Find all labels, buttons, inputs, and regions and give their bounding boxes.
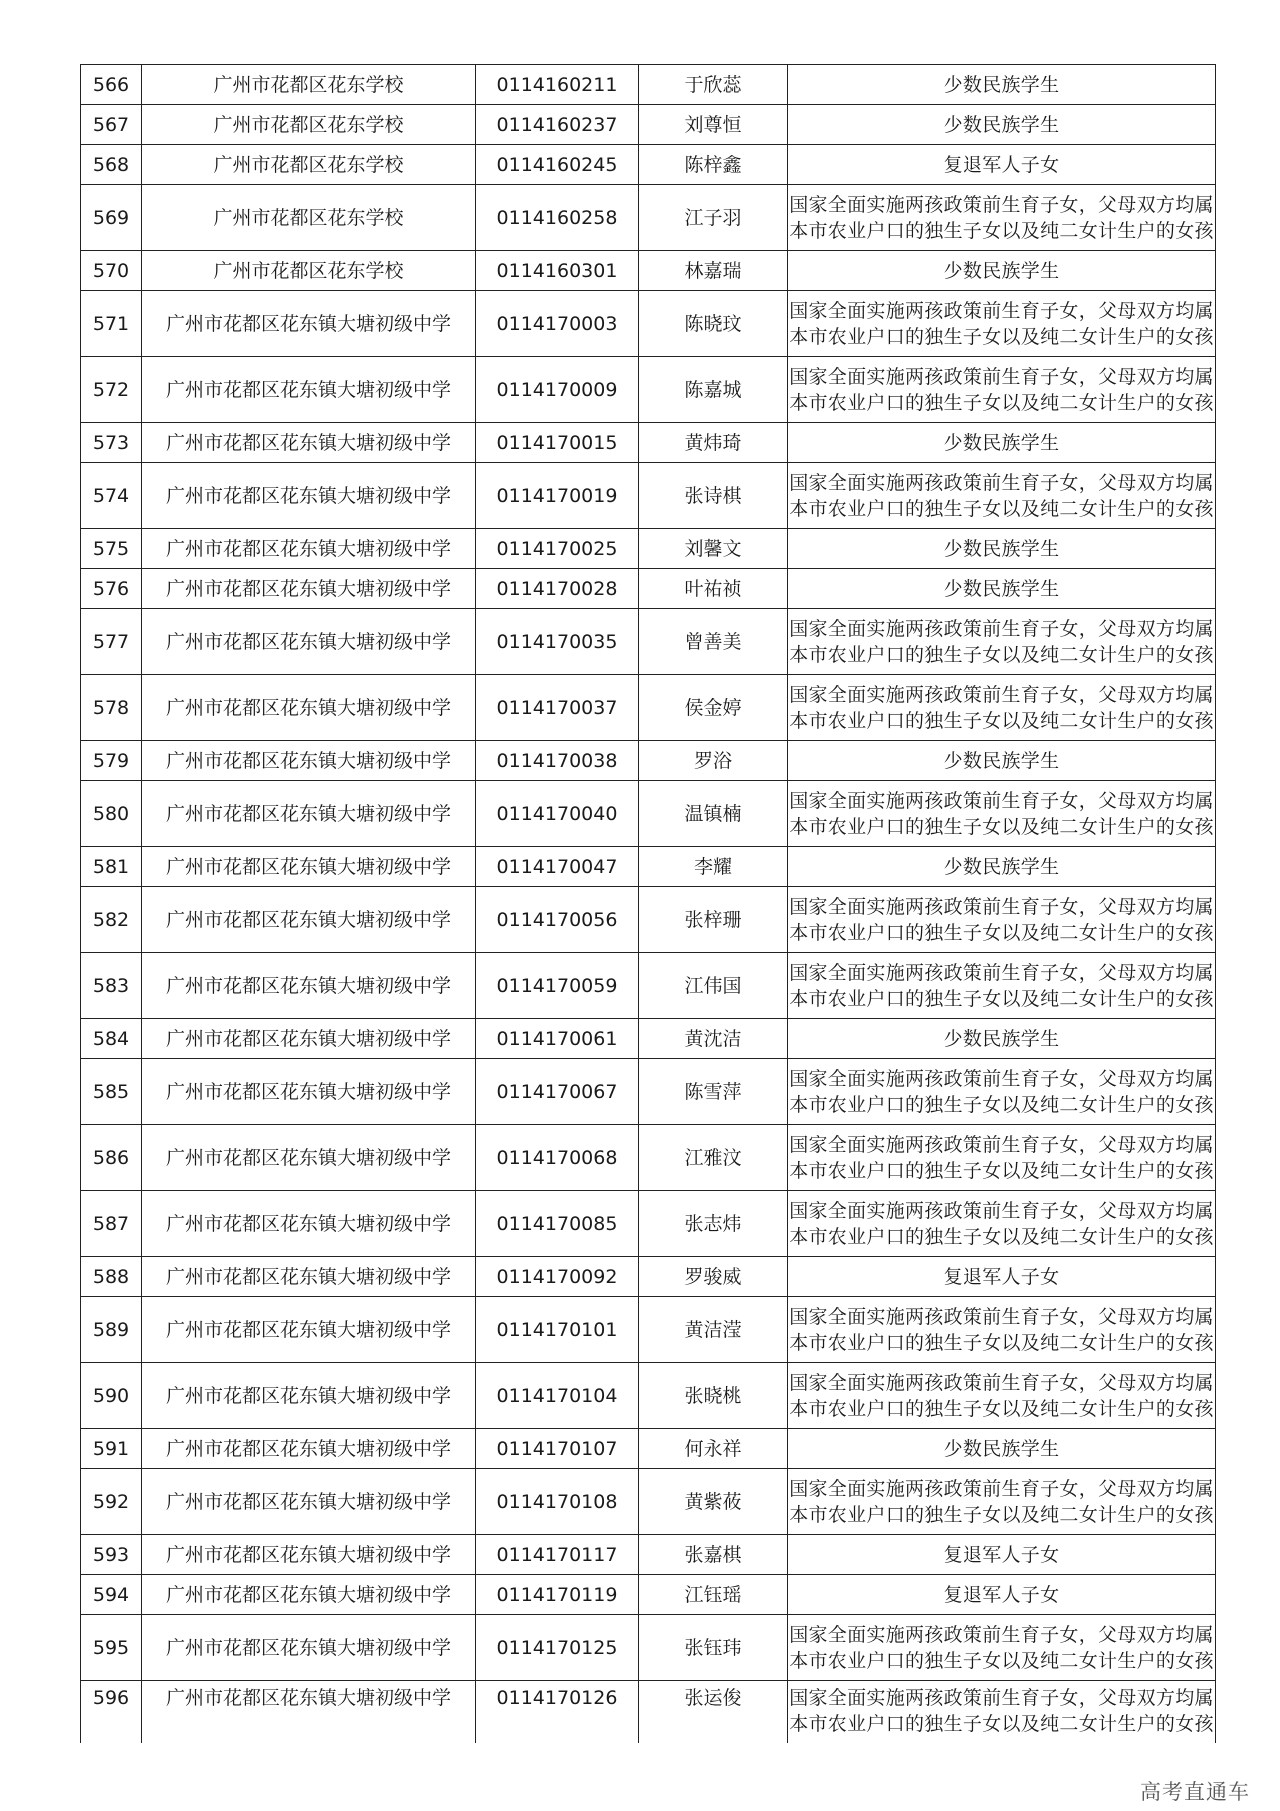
student-name: 张梓珊 (639, 887, 788, 953)
table-row (81, 1615, 1216, 1681)
category-cell (788, 1297, 1216, 1363)
row-number: 581 (81, 847, 142, 887)
row-number: 589 (81, 1297, 142, 1363)
category-cell (788, 65, 1216, 105)
student-id: 0114170067 (476, 1059, 639, 1125)
row-number: 578 (81, 675, 142, 741)
school-name: 广州市花都区花东学校 (142, 251, 476, 291)
category-text: 本市农业户口的独生子女以及纯二女计生户的女孩 (789, 325, 1214, 348)
category-text: 本市农业户口的独生子女以及纯二女计生户的女孩 (789, 1093, 1214, 1116)
student-name: 黄洁滢 (639, 1297, 788, 1363)
student-name: 李耀 (639, 847, 788, 887)
table-row (81, 1575, 1216, 1615)
category-cell (788, 1363, 1216, 1429)
school-name: 广州市花都区花东镇大塘初级中学 (142, 1429, 476, 1469)
student-id: 0114170101 (476, 1297, 639, 1363)
student-name: 黄紫莜 (639, 1469, 788, 1535)
student-name: 陈嘉城 (639, 357, 788, 423)
student-name: 张运俊 (639, 1681, 788, 1743)
student-id: 0114170047 (476, 847, 639, 887)
table-row (81, 1363, 1216, 1429)
school-name: 广州市花都区花东镇大塘初级中学 (142, 529, 476, 569)
category-text: 复退军人子女 (943, 1583, 1060, 1606)
school-name: 广州市花都区花东镇大塘初级中学 (142, 1535, 476, 1575)
row-number: 577 (81, 609, 142, 675)
school-name: 广州市花都区花东镇大塘初级中学 (142, 357, 476, 423)
student-id: 0114170068 (476, 1125, 639, 1191)
category-text: 本市农业户口的独生子女以及纯二女计生户的女孩 (789, 921, 1214, 944)
row-number: 595 (81, 1615, 142, 1681)
category-text: 国家全面实施两孩政策前生育子女，父母双方均属 (789, 1133, 1214, 1156)
student-name: 温镇楠 (639, 781, 788, 847)
category-cell (788, 357, 1216, 423)
category-text: 本市农业户口的独生子女以及纯二女计生户的女孩 (789, 391, 1214, 414)
table-row (81, 953, 1216, 1019)
table-row (81, 145, 1216, 185)
student-id: 0114170056 (476, 887, 639, 953)
category-text: 国家全面实施两孩政策前生育子女，父母双方均属 (789, 1305, 1214, 1328)
table-body (81, 65, 1216, 1743)
category-text: 本市农业户口的独生子女以及纯二女计生户的女孩 (789, 1397, 1214, 1420)
row-number: 580 (81, 781, 142, 847)
student-name: 陈雪萍 (639, 1059, 788, 1125)
student-id: 0114170092 (476, 1257, 639, 1297)
school-name: 广州市花都区花东镇大塘初级中学 (142, 1257, 476, 1297)
student-id: 0114170117 (476, 1535, 639, 1575)
student-name: 何永祥 (639, 1429, 788, 1469)
row-number: 570 (81, 251, 142, 291)
student-id: 0114170025 (476, 529, 639, 569)
category-cell (788, 1257, 1216, 1297)
category-text: 国家全面实施两孩政策前生育子女，父母双方均属 (789, 617, 1214, 640)
category-text: 少数民族学生 (943, 749, 1060, 772)
table-row (81, 1429, 1216, 1469)
student-id: 0114160211 (476, 65, 639, 105)
category-text: 本市农业户口的独生子女以及纯二女计生户的女孩 (789, 1713, 1214, 1735)
category-cell (788, 741, 1216, 781)
category-cell (788, 1615, 1216, 1681)
category-text: 少数民族学生 (943, 577, 1060, 600)
row-number: 596 (81, 1681, 142, 1743)
school-name: 广州市花都区花东学校 (142, 105, 476, 145)
row-number: 566 (81, 65, 142, 105)
category-text: 少数民族学生 (943, 855, 1060, 878)
category-text: 国家全面实施两孩政策前生育子女，父母双方均属 (789, 299, 1214, 322)
category-cell (788, 781, 1216, 847)
row-number: 573 (81, 423, 142, 463)
category-text: 复退军人子女 (943, 1543, 1060, 1566)
category-cell (788, 953, 1216, 1019)
student-name: 黄炜琦 (639, 423, 788, 463)
category-text: 少数民族学生 (943, 73, 1060, 96)
school-name: 广州市花都区花东镇大塘初级中学 (142, 609, 476, 675)
student-id: 0114170035 (476, 609, 639, 675)
row-number: 590 (81, 1363, 142, 1429)
row-number: 592 (81, 1469, 142, 1535)
student-id: 0114170015 (476, 423, 639, 463)
student-id: 0114160301 (476, 251, 639, 291)
student-name: 张钰玮 (639, 1615, 788, 1681)
student-id: 0114170107 (476, 1429, 639, 1469)
table-row (81, 105, 1216, 145)
table-row (81, 529, 1216, 569)
table-row (81, 781, 1216, 847)
category-text: 少数民族学生 (943, 537, 1060, 560)
student-id: 0114170028 (476, 569, 639, 609)
category-text: 国家全面实施两孩政策前生育子女，父母双方均属 (789, 789, 1214, 812)
school-name: 广州市花都区花东学校 (142, 65, 476, 105)
student-name: 张志炜 (639, 1191, 788, 1257)
school-name: 广州市花都区花东镇大塘初级中学 (142, 887, 476, 953)
category-cell (788, 1429, 1216, 1469)
category-cell (788, 423, 1216, 463)
table-row (81, 1535, 1216, 1575)
category-cell (788, 529, 1216, 569)
student-id: 0114170061 (476, 1019, 639, 1059)
student-name: 张嘉棋 (639, 1535, 788, 1575)
table-row (81, 463, 1216, 529)
category-text: 国家全面实施两孩政策前生育子女，父母双方均属 (789, 1067, 1214, 1090)
category-cell (788, 145, 1216, 185)
table-row (81, 609, 1216, 675)
category-text: 国家全面实施两孩政策前生育子女，父母双方均属 (789, 471, 1214, 494)
category-text: 少数民族学生 (943, 431, 1060, 454)
student-id: 0114160258 (476, 185, 639, 251)
category-text: 本市农业户口的独生子女以及纯二女计生户的女孩 (789, 709, 1214, 732)
category-text: 复退军人子女 (943, 153, 1060, 176)
category-text: 本市农业户口的独生子女以及纯二女计生户的女孩 (789, 815, 1214, 838)
category-text: 国家全面实施两孩政策前生育子女，父母双方均属 (789, 193, 1214, 216)
student-id: 0114160237 (476, 105, 639, 145)
category-cell (788, 847, 1216, 887)
category-cell (788, 1125, 1216, 1191)
category-text: 本市农业户口的独生子女以及纯二女计生户的女孩 (789, 1331, 1214, 1354)
row-number: 586 (81, 1125, 142, 1191)
school-name: 广州市花都区花东学校 (142, 145, 476, 185)
school-name: 广州市花都区花东镇大塘初级中学 (142, 1125, 476, 1191)
row-number: 567 (81, 105, 142, 145)
school-name: 广州市花都区花东镇大塘初级中学 (142, 569, 476, 609)
table-row (81, 1297, 1216, 1363)
row-number: 593 (81, 1535, 142, 1575)
student-name: 陈梓鑫 (639, 145, 788, 185)
row-number: 584 (81, 1019, 142, 1059)
student-name: 张晓桃 (639, 1363, 788, 1429)
student-id: 0114170119 (476, 1575, 639, 1615)
school-name: 广州市花都区花东镇大塘初级中学 (142, 423, 476, 463)
category-text: 本市农业户口的独生子女以及纯二女计生户的女孩 (789, 1649, 1214, 1672)
category-text: 国家全面实施两孩政策前生育子女，父母双方均属 (789, 1623, 1214, 1646)
student-name: 罗骏威 (639, 1257, 788, 1297)
student-id: 0114170085 (476, 1191, 639, 1257)
school-name: 广州市花都区花东镇大塘初级中学 (142, 1575, 476, 1615)
student-id: 0114170040 (476, 781, 639, 847)
student-id: 0114170037 (476, 675, 639, 741)
row-number: 571 (81, 291, 142, 357)
student-name: 张诗棋 (639, 463, 788, 529)
student-id: 0114170104 (476, 1363, 639, 1429)
category-text: 国家全面实施两孩政策前生育子女，父母双方均属 (789, 1687, 1214, 1709)
category-text: 本市农业户口的独生子女以及纯二女计生户的女孩 (789, 1503, 1214, 1526)
row-number: 574 (81, 463, 142, 529)
table-row (81, 291, 1216, 357)
category-cell (788, 569, 1216, 609)
category-cell (788, 1535, 1216, 1575)
category-cell (788, 1191, 1216, 1257)
table-row (81, 423, 1216, 463)
school-name: 广州市花都区花东学校 (142, 185, 476, 251)
table-row (81, 675, 1216, 741)
school-name: 广州市花都区花东镇大塘初级中学 (142, 1297, 476, 1363)
category-text: 本市农业户口的独生子女以及纯二女计生户的女孩 (789, 987, 1214, 1010)
student-name: 曾善美 (639, 609, 788, 675)
student-id: 0114160245 (476, 145, 639, 185)
school-name: 广州市花都区花东镇大塘初级中学 (142, 675, 476, 741)
category-cell (788, 609, 1216, 675)
category-text: 复退军人子女 (943, 1265, 1060, 1288)
school-name: 广州市花都区花东镇大塘初级中学 (142, 463, 476, 529)
category-cell (788, 463, 1216, 529)
table-row (81, 1125, 1216, 1191)
row-number: 579 (81, 741, 142, 781)
school-name: 广州市花都区花东镇大塘初级中学 (142, 953, 476, 1019)
category-text: 国家全面实施两孩政策前生育子女，父母双方均属 (789, 365, 1214, 388)
table-row (81, 185, 1216, 251)
category-text: 国家全面实施两孩政策前生育子女，父母双方均属 (789, 1477, 1214, 1500)
student-name: 江伟国 (639, 953, 788, 1019)
category-cell (788, 1059, 1216, 1125)
student-id: 0114170019 (476, 463, 639, 529)
school-name: 广州市花都区花东镇大塘初级中学 (142, 1363, 476, 1429)
category-text: 本市农业户口的独生子女以及纯二女计生户的女孩 (789, 1159, 1214, 1182)
category-text: 本市农业户口的独生子女以及纯二女计生户的女孩 (789, 643, 1214, 666)
category-text: 少数民族学生 (943, 113, 1060, 136)
category-cell (788, 1019, 1216, 1059)
student-name: 刘尊恒 (639, 105, 788, 145)
student-name: 侯金婷 (639, 675, 788, 741)
category-cell (788, 675, 1216, 741)
category-text: 少数民族学生 (943, 259, 1060, 282)
row-number: 591 (81, 1429, 142, 1469)
category-text: 国家全面实施两孩政策前生育子女，父母双方均属 (789, 961, 1214, 984)
student-name: 叶祐祯 (639, 569, 788, 609)
category-cell (788, 105, 1216, 145)
student-id: 0114170108 (476, 1469, 639, 1535)
row-number: 585 (81, 1059, 142, 1125)
category-text: 国家全面实施两孩政策前生育子女，父母双方均属 (789, 683, 1214, 706)
table-row (81, 1681, 1216, 1743)
student-id: 0114170038 (476, 741, 639, 781)
school-name: 广州市花都区花东镇大塘初级中学 (142, 1191, 476, 1257)
row-number: 582 (81, 887, 142, 953)
table-row (81, 569, 1216, 609)
school-name: 广州市花都区花东镇大塘初级中学 (142, 741, 476, 781)
student-name: 刘馨文 (639, 529, 788, 569)
table-row (81, 1059, 1216, 1125)
category-text: 国家全面实施两孩政策前生育子女，父母双方均属 (789, 895, 1214, 918)
table-row (81, 357, 1216, 423)
student-name: 江雅汶 (639, 1125, 788, 1191)
row-number: 568 (81, 145, 142, 185)
student-name: 江钰瑶 (639, 1575, 788, 1615)
category-cell (788, 887, 1216, 953)
table-row (81, 847, 1216, 887)
table-row (81, 887, 1216, 953)
admission-table (80, 64, 1216, 1743)
row-number: 588 (81, 1257, 142, 1297)
category-text: 国家全面实施两孩政策前生育子女，父母双方均属 (789, 1199, 1214, 1222)
category-text: 本市农业户口的独生子女以及纯二女计生户的女孩 (789, 219, 1214, 242)
table-row (81, 251, 1216, 291)
category-cell (788, 291, 1216, 357)
school-name: 广州市花都区花东镇大塘初级中学 (142, 1469, 476, 1535)
student-id: 0114170059 (476, 953, 639, 1019)
row-number: 583 (81, 953, 142, 1019)
student-id: 0114170125 (476, 1615, 639, 1681)
table-row (81, 1191, 1216, 1257)
category-cell (788, 1575, 1216, 1615)
student-name: 陈晓玟 (639, 291, 788, 357)
student-id: 0114170003 (476, 291, 639, 357)
school-name: 广州市花都区花东镇大塘初级中学 (142, 781, 476, 847)
school-name: 广州市花都区花东镇大塘初级中学 (142, 1681, 476, 1743)
student-id: 0114170126 (476, 1681, 639, 1743)
category-cell (788, 1469, 1216, 1535)
row-number: 587 (81, 1191, 142, 1257)
student-name: 罗浴 (639, 741, 788, 781)
student-name: 于欣蕊 (639, 65, 788, 105)
school-name: 广州市花都区花东镇大塘初级中学 (142, 1019, 476, 1059)
row-number: 572 (81, 357, 142, 423)
table-row (81, 1469, 1216, 1535)
category-cell (788, 251, 1216, 291)
category-text: 本市农业户口的独生子女以及纯二女计生户的女孩 (789, 1225, 1214, 1248)
category-text: 少数民族学生 (943, 1437, 1060, 1460)
school-name: 广州市花都区花东镇大塘初级中学 (142, 847, 476, 887)
row-number: 575 (81, 529, 142, 569)
table-row (81, 1257, 1216, 1297)
category-text: 本市农业户口的独生子女以及纯二女计生户的女孩 (789, 497, 1214, 520)
watermark-text: 高考直通车 (1140, 1780, 1250, 1804)
table-row (81, 741, 1216, 781)
row-number: 569 (81, 185, 142, 251)
student-name: 黄沈洁 (639, 1019, 788, 1059)
student-id: 0114170009 (476, 357, 639, 423)
row-number: 576 (81, 569, 142, 609)
student-name: 江子羽 (639, 185, 788, 251)
school-name: 广州市花都区花东镇大塘初级中学 (142, 1615, 476, 1681)
table-row (81, 65, 1216, 105)
row-number: 594 (81, 1575, 142, 1615)
school-name: 广州市花都区花东镇大塘初级中学 (142, 291, 476, 357)
category-text: 国家全面实施两孩政策前生育子女，父母双方均属 (789, 1371, 1214, 1394)
category-cell (788, 185, 1216, 251)
student-name: 林嘉瑞 (639, 251, 788, 291)
school-name: 广州市花都区花东镇大塘初级中学 (142, 1059, 476, 1125)
category-text: 少数民族学生 (943, 1027, 1060, 1050)
table-row (81, 1019, 1216, 1059)
category-cell (788, 1681, 1216, 1743)
